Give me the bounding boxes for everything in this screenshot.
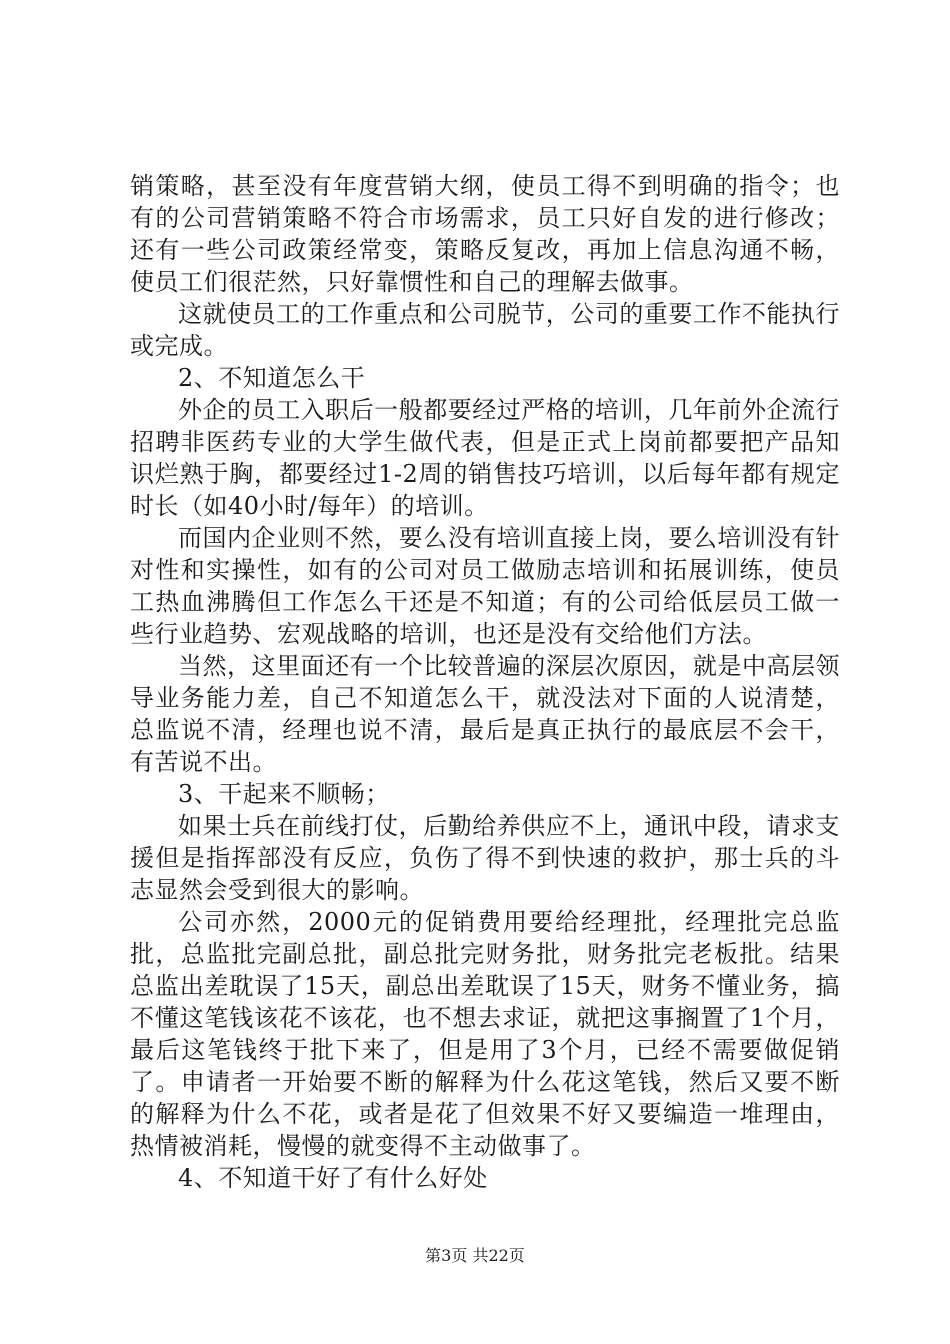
paragraph-2: 这就使员工的工作重点和公司脱节，公司的重要工作不能执行或完成。 — [130, 300, 840, 360]
page-footer: 第3页 共22页 — [425, 1246, 525, 1265]
document-body — [130, 170, 840, 1194]
paragraph-6: 如果士兵在前线打仗，后勤给养供应不上，通讯中段，请求支援但是指挥部没有反应，负伤了得不到快速的救护，那士兵的斗志显然会受到很大的影响。 — [130, 812, 840, 904]
paragraph-7: 公司亦然，2000元的促销费用要给经理批，经理批完总监批，总监批完副总批，副总批完财务批，财务批完老板批。结果总监出差耽误了15天，副总出差耽误了15天，财务不懂业务，搞不懂这笔钱该花不该花，也不想去求证，就把这事搁置了1个月，最后这笔钱终于批下来了，但是用了3个月，已经不需要做促销了。申请者一开始要不断的解释为什么花这笔钱，然后又要不断的解释为什么不花，或者是花了但效果不好又要编造一堆理由，热情被消耗，慢慢的就变得不主动做事了。 — [130, 908, 840, 1160]
paragraph-1: 销策略，甚至没有年度营销大纲，使员工得不到明确的指令；也有的公司营销策略不符合市场需求，员工只好自发的进行修改；还有一些公司政策经常变，策略反复改，再加上信息沟通不畅，使员工们很茫然，只好靠惯性和自己的理解去做事。 — [130, 172, 840, 296]
paragraph-3: 外企的员工入职后一般都要经过严格的培训，几年前外企流行招聘非医药专业的大学生做代表，但是正式上岗前都要把产品知识烂熟于胸，都要经过1-2周的销售技巧培训，以后每年都有规定时长（如40小时/每年）的培训。 — [130, 396, 840, 520]
section-heading-4: 4、不知道干好了有什么好处 — [178, 1164, 488, 1192]
section-heading-3: 3、干起来不顺畅； — [178, 780, 390, 808]
paragraph-5: 当然，这里面还有一个比较普遍的深层次原因，就是中高层领导业务能力差，自己不知道怎么干，就没法对下面的人说清楚，总监说不清，经理也说不清，最后是真正执行的最底层不会干，有苦说不出。 — [130, 652, 840, 776]
section-heading-2: 2、不知道怎么干 — [178, 364, 366, 392]
paragraph-4: 而国内企业则不然，要么没有培训直接上岗，要么培训没有针对性和实操性，如有的公司对员工做励志培训和拓展训练，使员工热血沸腾但工作怎么干还是不知道；有的公司给低层员工做一些行业趋势、宏观战略的培训，也还是没有交给他们方法。 — [130, 524, 840, 648]
